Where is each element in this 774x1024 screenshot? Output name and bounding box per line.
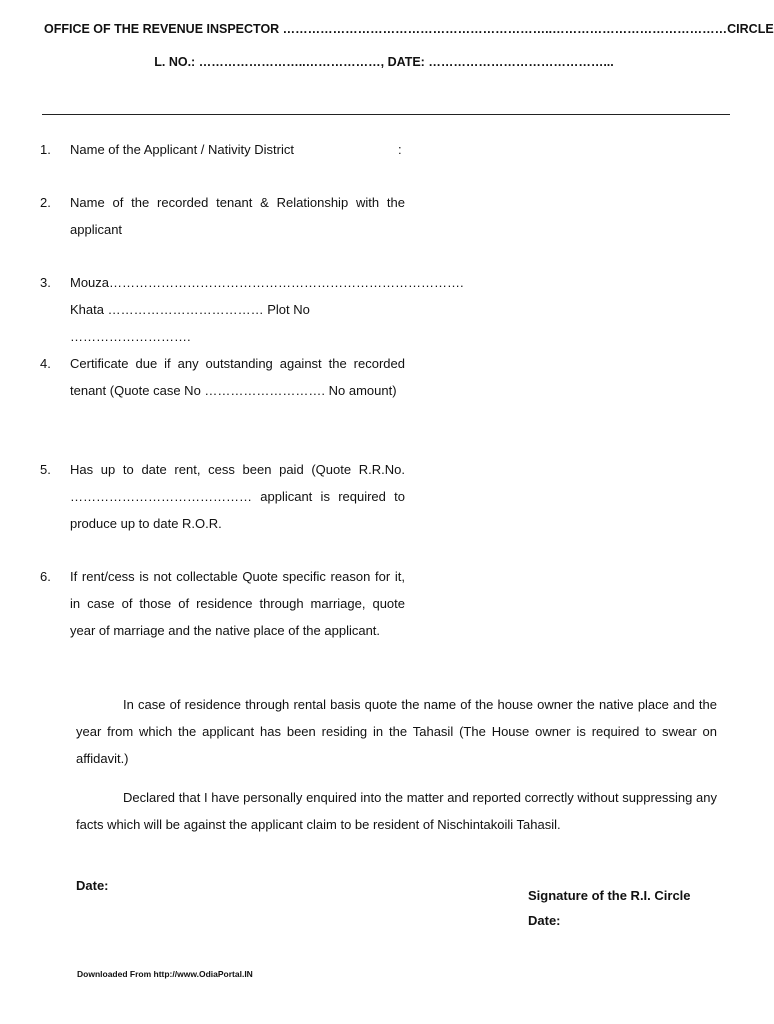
- item-number: 3.: [40, 275, 51, 290]
- item-text: Name of the Applicant / Nativity District: [70, 142, 294, 157]
- item-number: 2.: [40, 195, 51, 210]
- item-text: Name of the recorded tenant & Relationship with the applicant: [70, 195, 405, 237]
- item-text: [70, 270, 464, 350]
- khata-plot-line: Khata ……………………………… Plot No ……………………….: [70, 301, 310, 344]
- item-number: 5.: [40, 462, 51, 477]
- date-label-right: Date:: [528, 912, 561, 928]
- source-footer: Downloaded From http://www.OdiaPortal.IN: [77, 969, 253, 979]
- item-text: Has up to date rent, cess been paid (Quote R.R.No. …………………………………… applicant is required to produce up to date R.O.R.: [70, 462, 405, 531]
- signature-block: [528, 884, 691, 933]
- item-text: Certificate due if any outstanding against the recorded tenant (Quote case No ………………………. No amount): [70, 356, 405, 398]
- signature-label: Signature of the R.I. Circle: [528, 888, 691, 903]
- item-text: If rent/cess is not collectable Quote specific reason for it, in case of those of residence through marriage, quote year of marriage and the native place of the applicant.: [70, 569, 405, 638]
- item-number: 6.: [40, 569, 51, 584]
- office-header: [44, 22, 774, 36]
- item-colon: :: [398, 142, 402, 157]
- office-title: OFFICE OF THE REVENUE INSPECTOR ………………………………………………………..……………………………………: [44, 22, 728, 36]
- item-number: 1.: [40, 142, 51, 157]
- item-number: 4.: [40, 356, 51, 371]
- declaration-paragraph: Declared that I have personally enquired into the matter and reported correctly without suppressing any facts which will be against the applicant claim to be resident of Nischintakoili Tahasil.: [76, 790, 717, 832]
- mouza-line: Mouza……………………………………………………………………….: [70, 275, 464, 290]
- date-label-left: Date:: [76, 878, 109, 893]
- reference-line: L. NO.: ……………………..………………, DATE: ……………………………………...: [154, 55, 614, 69]
- header-divider: [42, 114, 730, 115]
- circle-label: CIRCLE: [727, 22, 774, 36]
- rental-paragraph: In case of residence through rental basis quote the name of the house owner the native place and the year from which the applicant has been residing in the Tahasil (The House owner is required to swear on affidavit.): [76, 697, 717, 766]
